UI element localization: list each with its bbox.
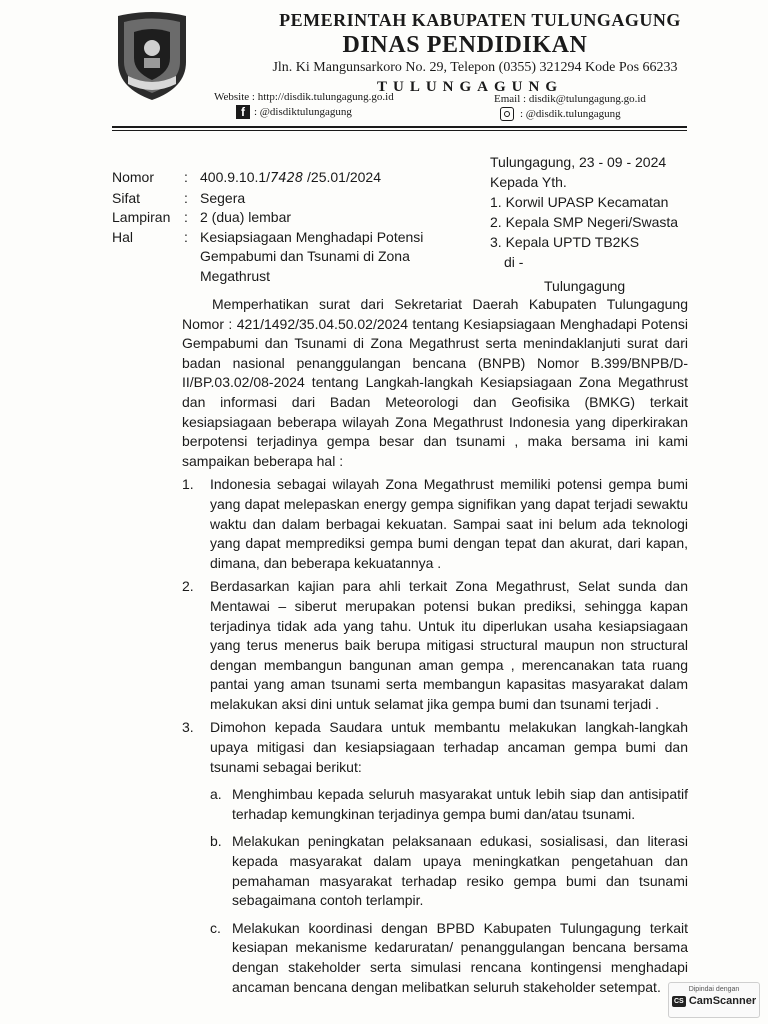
- letterhead-address: Jln. Ki Mangunsarkoro No. 29, Telepon (0355) 321294 Kode Pos 66233: [272, 60, 678, 75]
- meta-lampiran: Lampiran : 2 (dua) lembar: [112, 209, 292, 225]
- letterhead-government: PEMERINTAH KABUPATEN TULUNGAGUNG: [279, 10, 681, 30]
- recipient-salutation: Kepada Yth.: [490, 174, 567, 190]
- letterhead-instagram: [500, 107, 621, 121]
- letterhead-email: Email : disdik@tulungagung.go.id: [494, 93, 646, 105]
- scanner-caption: Dipindai dengan: [688, 986, 740, 993]
- letterhead-facebook: [236, 105, 352, 119]
- camscanner-icon: CS: [672, 996, 686, 1007]
- letter-meta: [112, 168, 430, 286]
- letter-body: [182, 295, 688, 1005]
- recipient-di: di -: [504, 254, 524, 270]
- intro-paragraph: Memperhatikan surat dari Sekretariat Daerah Kabupaten Tulungagung Nomor : 421/1492/35.04.50.02/2024 tentang Kesiapsiagaan Menghadapi Potensi Gempabumi dan Tsunami di Zona Megathrust serta menindaklanjuti surat dari badan nasional penanggulangan bencana (BNPB) Nomor B.399/BNPB/D-II/BP.03.02/08-2024 tentang Langkah-langkah Kesiapsiagaan Zona Megathrust dan informasi dari Badan Meteorologi dan Geofisika (BMKG) terkait kesiapsiagaan beberapa wilayah Zona Megathrust Indonesia yang diperkirakan berpotensi terjadinya gempa besar dan tsunami , maka bersama ini kami sampaikan beberapa hal :: [182, 296, 688, 469]
- recipient-item: 1. Korwil UPASP Kecamatan: [490, 194, 669, 210]
- scanner-brand: CamScanner: [688, 995, 757, 1007]
- sub-item: c. Melakukan koordinasi dengan BPBD Kabupaten Tulungagung terkait kesiapan mekanisme kedaruratan/ penanggulangan bencana bersama dengan stakeholder serta simulasi rencana kontingensi menghadapi ancaman bencana dengan melibatkan seluruh stakeholder setempat.: [210, 919, 688, 995]
- instagram-handle: : @disdik.tulungagung: [520, 108, 621, 120]
- letterhead: [200, 8, 720, 96]
- letter-date: Tulungagung, 23 - 09 - 2024: [490, 154, 667, 170]
- recipient-item: 2. Kepala SMP Negeri/Swasta: [490, 214, 679, 230]
- sub-item: a. Menghimbau kepada seluruh masyarakat untuk lebih siap dan antisipatif terhadap kemungkinan terjadinya gempa bumi dan/atau tsunami.: [210, 786, 688, 822]
- letterhead-website: Website : http://disdik.tulungagung.go.id: [214, 91, 394, 103]
- letterhead-divider-thin: [112, 130, 687, 131]
- handwritten-number: 7428: [270, 171, 304, 186]
- instagram-icon: [500, 107, 514, 121]
- meta-nomor: Nomor : 400.9.10.1/7428 /25.01/2024: [112, 169, 382, 186]
- facebook-icon: f: [236, 105, 250, 119]
- coat-of-arms-icon: [112, 10, 192, 102]
- letterhead-office: DINAS PENDIDIKAN: [342, 32, 588, 58]
- sub-item: b. Melakukan peningkatan pelaksanaan edukasi, sosialisasi, dan literasi kepada masyarakat dalam upaya meningkatkan pengetahuan dan pemahaman masyarakat terhadap resiko gempa bumi dan tsunami sebagaimana contoh terlampir.: [210, 833, 688, 909]
- meta-hal: Hal : Kesiapsiagaan Menghadapi Potensi Gempabumi dan Tsunami di Zona Megathrust: [112, 228, 424, 284]
- scanner-badge: [668, 982, 760, 1018]
- letterhead-city: TULUNGAGUNG: [376, 79, 563, 95]
- list-item: 1. Indonesia sebagai wilayah Zona Megathrust memiliki potensi gempa bumi yang dapat melepaskan energy gempa signifikan yang dapat terjadi sewaktu waktu dan dalam berbagai kekuatan. Sampai saat ini belum ada teknologi yang dapat memprediksi gempa bumi dengan tepat dan akurat, dari kapan, dimana, dan beberapa kekuatannya .: [182, 476, 688, 571]
- facebook-handle: : @disdiktulungagung: [254, 106, 352, 118]
- letterhead-divider: [112, 126, 687, 128]
- recipient-item: 3. Kepala UPTD TB2KS: [490, 234, 640, 250]
- recipient-block: [490, 152, 730, 296]
- meta-sifat: Sifat : Segera: [112, 189, 246, 206]
- list-item: 2. Berdasarkan kajian para ahli terkait Zona Megathrust, Selat sunda dan Mentawai – siberut merupakan potensi bukan prediksi, sehingga kapan terjadinya tidak ada yang tahu. Untuk itu diperlukan usaha kesiapsiagaan yang terus menerus baik berupa mitigasi structural maupun non structural dengan membangun bangunan aman gempa , merencanakan tata ruang pantai yang aman tsunami serta membangun kapasitas masyarakat dalam melakukan aksi dini untuk selamat jika gempa bumi dan tsunami terjadi .: [182, 578, 688, 712]
- list-item: 3. Dimohon kepada Saudara untuk membantu melakukan langkah-langkah upaya mitigasi dan kesiapsiagaan terhadap ancaman gempa bumi dan tsunami sebagai berikut: a. Menghimbau kepada seluruh masyarakat untuk lebih siap dan antisipatif terhadap kemungkinan terjadinya gempa bumi dan/atau tsunami. b. Melakukan peningkatan pelaksanaan edukasi, sosialisasi, dan literasi kepada masyarakat dalam upaya meningkatkan pengetahuan dan pemahaman masyarakat terhadap resiko gempa bumi dan tsunami sebagaimana contoh terlampir. c. Melakukan koordinasi dengan BPBD Kabupaten Tulungagung terkait kesiapan mekanisme kedaruratan/ penanggulangan bencana bersama dengan stakeholder serta simulasi rencana kontingensi menghadapi ancaman bencana dengan melibatkan seluruh stakeholder setempat.: [182, 718, 688, 1003]
- recipient-place: Tulungagung: [544, 278, 626, 294]
